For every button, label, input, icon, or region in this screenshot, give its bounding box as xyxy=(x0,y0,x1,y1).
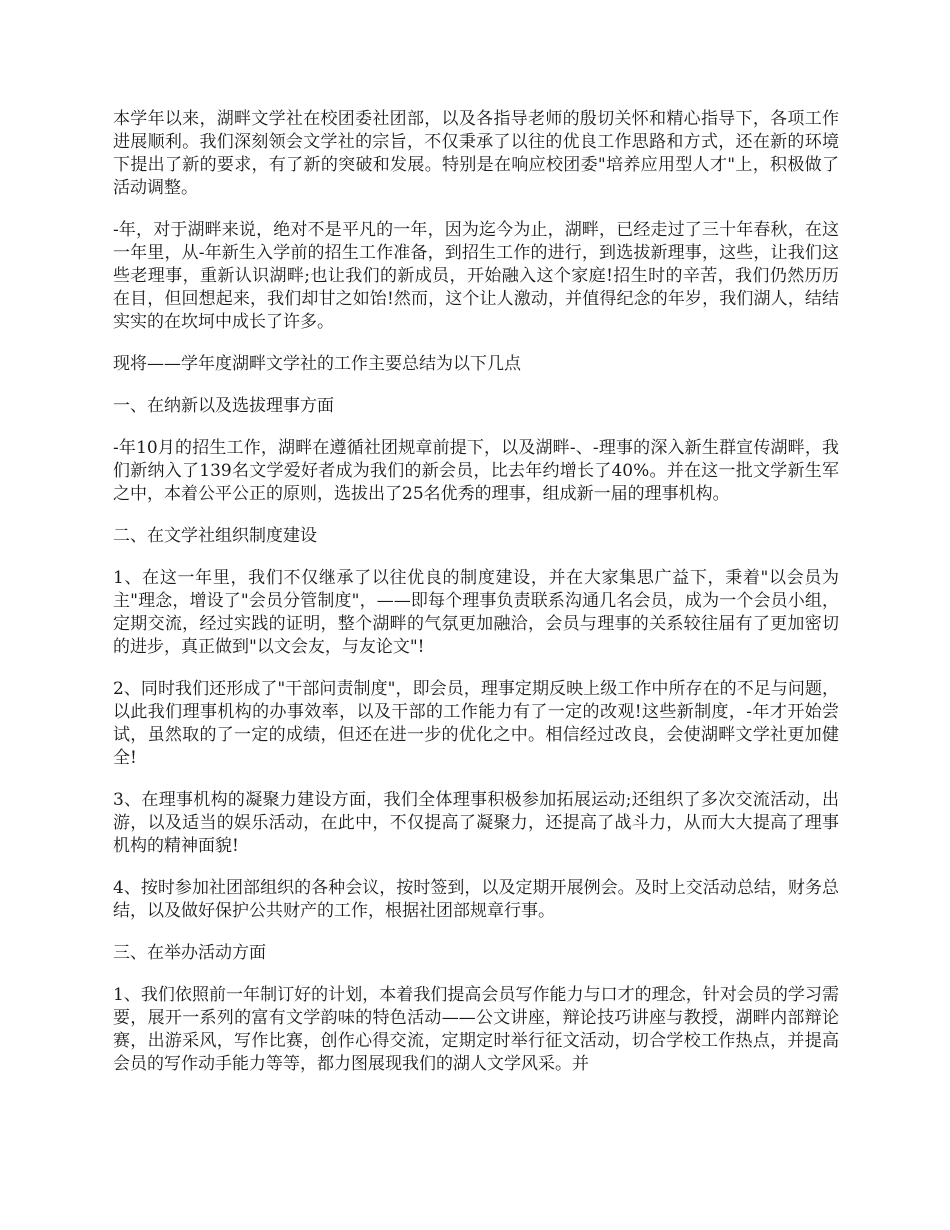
anniversary-paragraph: -年，对于湖畔来说，绝对不是平凡的一年，因为迄今为止，湖畔，已经走过了三十年春秋，在这一年里，从-年新生入学前的招生工作准备，到招生工作的进行，到选拔新理事，这些，让我们这些老理事，重新认识湖畔;也让我们的新成员，开始融入这个家庭!招生时的辛苦，我们仍然历历在目，但回想起来，我们却甘之如饴!然而，这个让人激动，并值得纪念的年岁，我们湖人，结结实实的在坎坷中成长了许多。 xyxy=(113,220,839,332)
organization-item-4: 4、按时参加社团部组织的各种会议，按时签到，以及定期开展例会。及时上交活动总结，财务总结，以及做好保护公共财产的工作，根据社团部规章行事。 xyxy=(113,878,839,921)
intro-paragraph: 本学年以来，湖畔文学社在校团委社团部，以及各指导老师的殷切关怀和精心指导下，各项工作进展顺利。我们深刻领会文学社的宗旨，不仅秉承了以往的优良工作思路和方式，还在新的环境下提出了新的要求，有了新的突破和发展。特别是在响应校团委"培养应用型人才"上，积极做了活动调整。 xyxy=(113,109,839,198)
section-heading-activities: 三、在举办活动方面 xyxy=(113,943,266,963)
section-heading-recruitment: 一、在纳新以及选拔理事方面 xyxy=(113,396,334,416)
document-body xyxy=(113,108,839,1095)
organization-item-3: 3、在理事机构的凝聚力建设方面，我们全体理事积极参加拓展运动;还组织了多次交流活动，出游，以及适当的娱乐活动，在此中，不仅提高了凝聚力，还提高了战斗力，从而大大提高了理事机构的精神面貌! xyxy=(113,790,839,856)
organization-item-2: 2、同时我们还形成了"干部问责制度"，即会员，理事定期反映上级工作中所存在的不足与问题，以此我们理事机构的办事效率，以及干部的工作能力有了一定的改观!这些新制度，-年才开始尝试，虽然取的了一定的成绩，但还在进一步的优化之中。相信经过改良，会使湖畔文学社更加健全! xyxy=(113,679,839,768)
summary-intro-paragraph: 现将——学年度湖畔文学社的工作主要总结为以下几点 xyxy=(113,354,521,374)
recruitment-paragraph: -年10月的招生工作，湖畔在遵循社团规章前提下，以及湖畔-、-理事的深入新生群宣传湖畔，我们新纳入了139名文学爱好者成为我们的新会员，比去年约增长了40%。并在这一批文学新生军之中，本着公平公正的原则，选拔出了25名优秀的理事，组成新一届的理事机构。 xyxy=(113,438,839,504)
section-heading-organization: 二、在文学社组织制度建设 xyxy=(113,526,317,546)
organization-item-1: 1、在这一年里，我们不仅继承了以往优良的制度建设，并在大家集思广益下，秉着"以会员为主"理念，增设了"会员分管制度"，——即每个理事负责联系沟通几名会员，成为一个会员小组，定期交流，经过实践的证明，整个湖畔的气氛更加融洽，会员与理事的关系较往届有了更加密切的进步，真正做到"以文会友，与友论文"! xyxy=(113,568,839,657)
activities-item-1: 1、我们依照前一年制订好的计划，本着我们提高会员写作能力与口才的理念，针对会员的学习需要，展开一系列的富有文学韵味的特色活动——公文讲座，辩论技巧讲座与教授，湖畔内部辩论赛，出游采风，写作比赛，创作心得交流，定期定时举行征文活动，切合学校工作热点，并提高会员的写作动手能力等等，都力图展现我们的湖人文学风采。并 xyxy=(113,985,839,1074)
